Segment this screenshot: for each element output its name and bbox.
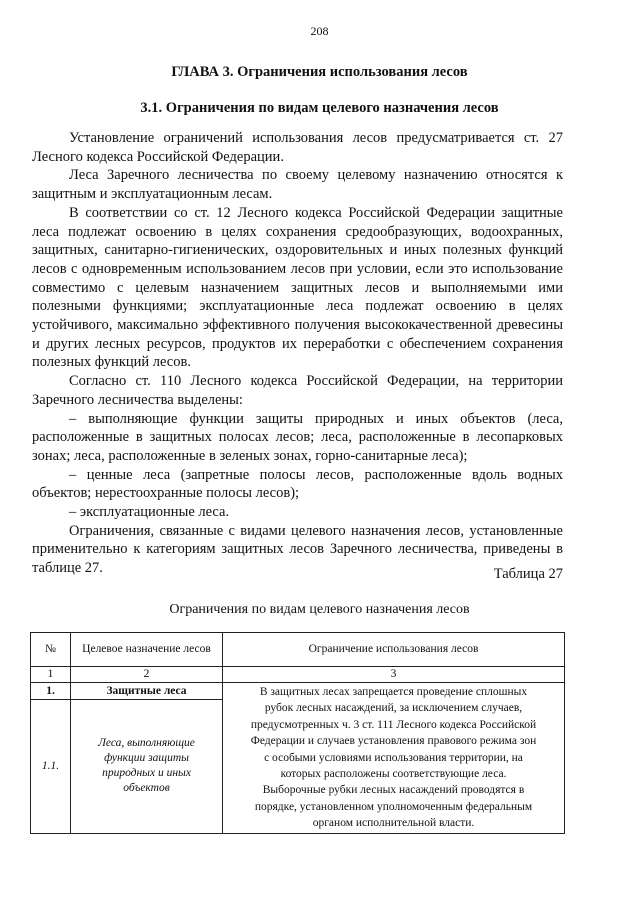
restriction-line: предусмотренных ч. 3 ст. 111 Лесного кодекса Российской	[250, 718, 537, 731]
paragraph: Ограничения, связанные с видами целевого назначения лесов, установленные применительно к категориям защитных лесов Заречного лесничества, приведены в таблице 27.	[32, 522, 563, 577]
table-row	[31, 683, 565, 700]
table-title: Ограничения по видам целевого назначения лесов	[169, 602, 470, 617]
page-number: 208	[310, 24, 329, 38]
row-number: 1.1.	[31, 700, 71, 834]
column-number: 1	[31, 667, 71, 683]
row-purpose: Защитные леса	[71, 683, 223, 700]
list-item: – выполняющие функции защиты природных и иных объектов (леса, расположенные в защитных полосах лесов; леса, расположенные в лесопарковых зонах; леса, расположенные в зеленых зонах, горно-санитарные леса);	[32, 410, 563, 464]
table-header-row	[31, 633, 565, 667]
paragraph: Леса Заречного лесничества по своему целевому назначению относятся к защитным и эксплуатационным лесам.	[32, 167, 563, 203]
paragraph: Согласно ст. 110 Лесного кодекса Российской Федерации, на территории Заречного лесничества выделены:	[32, 373, 563, 408]
row-number: 1.	[31, 683, 71, 700]
header-cell-restriction: Ограничение использования лесов	[223, 633, 565, 667]
header-cell-purpose: Целевое назначение лесов	[71, 633, 223, 667]
header-cell-number: №	[31, 633, 71, 667]
restriction-line: которых расположены соответствующие леса.	[280, 768, 507, 781]
paragraph: В соответствии со ст. 12 Лесного кодекса Российской Федерации защитные леса подлежат освоению в целях сохранения средообразующих, водоохранных, защитных, санитарно-гигиенических, оздоровительных и иных полезных функций лесов с одновременным использованием лесов при условии, если это использование совместимо с целевым назначением защитных лесов и выполняемыми ими полезными функциями; эксплуатационные леса подлежат освоению в целях устойчивого, максимально эффективного получения высококачественной древесины и других лесных ресурсов, продуктов их переработки с обеспечением сохранения полезных функций лесов.	[32, 204, 563, 371]
restriction-line: органом исполнительной власти.	[312, 817, 475, 830]
column-number: 2	[71, 667, 223, 683]
restriction-line: Выборочные рубки лесных насаждений проводятся в	[262, 784, 525, 797]
list-item: – эксплуатационные леса.	[69, 504, 230, 521]
paragraph: Установление ограничений использования лесов предусматривается ст. 27 Лесного кодекса Российской Федерации.	[32, 130, 563, 165]
restriction-line: Федерации и случаев установления правового режима зон	[250, 735, 537, 748]
section-title: 3.1. Ограничения по видам целевого назначения лесов	[140, 100, 499, 116]
list-item: – ценные леса (запретные полосы лесов, расположенные вдоль водных объектов; нерестоохранные полосы лесов);	[32, 466, 563, 502]
restriction-line: В защитных лесах запрещается проведение сплошных	[259, 686, 528, 698]
chapter-title: ГЛАВА 3. Ограничения использования лесов	[171, 64, 468, 80]
column-number-row	[31, 667, 565, 683]
restriction-line: рубок лесных насаждений, за исключением случаев,	[264, 702, 523, 715]
restriction-line: порядке, установленном уполномоченным федеральным	[254, 800, 533, 813]
row-purpose: Леса, выполняющие функции защиты природных и иных объектов	[71, 700, 223, 834]
restrictions-table	[30, 632, 565, 834]
table-label: Таблица 27	[493, 566, 563, 582]
body-text	[32, 129, 563, 578]
restriction-line: с особыми условиями использования территории, на	[264, 751, 523, 764]
column-number: 3	[223, 667, 565, 683]
restriction-text	[223, 683, 565, 834]
